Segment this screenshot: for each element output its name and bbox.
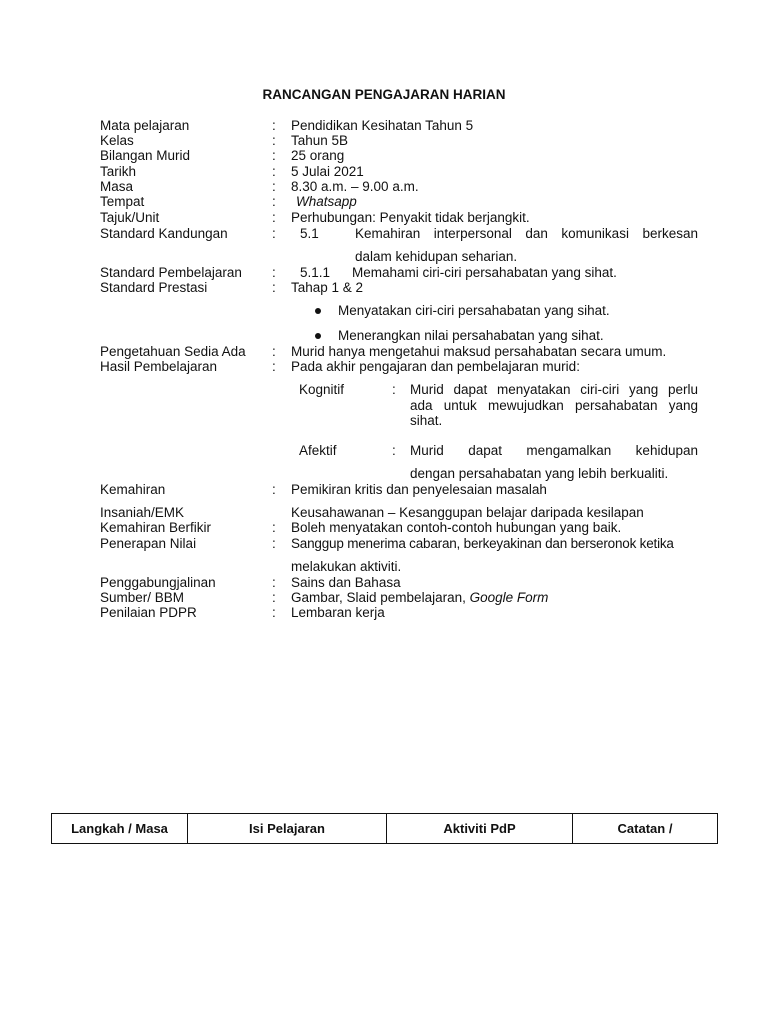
prestasi-bullet-1: Menyatakan ciri-ciri persahabatan yang sihat. (338, 303, 610, 318)
label-insaniah-emk: Insaniah/EMK (100, 505, 185, 520)
kognitif-line1: Murid dapat menyatakan ciri-ciri yang perlu (410, 382, 698, 397)
label-mata-pelajaran: Mata pelajaran (100, 118, 190, 133)
value-kemahiran-berfikir: Boleh menyatakan contoh-contoh hubungan yang baik. (291, 520, 622, 535)
table-header-row (52, 814, 718, 844)
kognitif-line2: ada untuk mewujudkan persahabatan yang (410, 398, 698, 413)
colon: : (272, 482, 276, 497)
page-title: RANCANGAN PENGAJARAN HARIAN (262, 87, 506, 102)
table-header-aktiviti-pdp: Aktiviti PdP (387, 814, 573, 844)
label-kemahiran: Kemahiran (100, 482, 166, 497)
standard-kandungan-code: 5.1 (300, 226, 319, 241)
colon: : (272, 194, 276, 209)
value-kemahiran: Pemikiran kritis dan penyelesaian masalah (291, 482, 547, 497)
label-penilaian-pdpr: Penilaian PDPR (100, 605, 197, 620)
label-bilangan-murid: Bilangan Murid (100, 148, 191, 163)
colon: : (272, 265, 276, 280)
value-penilaian-pdpr: Lembaran kerja (291, 605, 385, 620)
standard-pembelajaran-value: Memahami ciri-ciri persahabatan yang sihat. (352, 265, 617, 280)
value-standard-prestasi: Tahap 1 & 2 (291, 280, 364, 295)
label-hasil-pembelajaran: Hasil Pembelajaran (100, 359, 218, 374)
value-mata-pelajaran: Pendidikan Kesihatan Tahun 5 (291, 118, 474, 133)
value-hasil-pembelajaran: Pada akhir pengajaran dan pembelajaran murid: (291, 359, 580, 374)
value-bilangan-murid: 25 orang (291, 148, 345, 163)
afektif-line1: Murid dapat mengamalkan kehidupan (410, 443, 698, 458)
label-sumber-bbm: Sumber/ BBM (100, 590, 185, 605)
afektif-line2: dengan persahabatan yang lebih berkualiti. (410, 466, 669, 481)
label-kelas: Kelas (100, 133, 134, 148)
sumber-plain: Gambar, Slaid pembelajaran, (291, 590, 470, 605)
table-header-langkah-masa: Langkah / Masa (52, 814, 188, 844)
label-tajuk-unit: Tajuk/Unit (100, 210, 160, 225)
label-tarikh: Tarikh (100, 164, 137, 179)
label-standard-pembelajaran: Standard Pembelajaran (100, 265, 242, 280)
value-masa: 8.30 a.m. – 9.00 a.m. (291, 179, 419, 194)
colon: : (272, 359, 276, 374)
colon: : (272, 118, 276, 133)
table-header-isi-pelajaran: Isi Pelajaran (188, 814, 387, 844)
value-tajuk-unit: Perhubungan: Penyakit tidak berjangkit. (291, 210, 530, 225)
value-tempat: Whatsapp (296, 194, 357, 209)
colon: : (272, 520, 276, 535)
value-kelas: Tahun 5B (291, 133, 349, 148)
bullet-dot (315, 333, 321, 339)
colon: : (272, 280, 276, 295)
label-afektif: Afektif (299, 443, 337, 458)
label-kognitif: Kognitif (299, 382, 345, 397)
label-penerapan-nilai: Penerapan Nilai (100, 536, 197, 551)
colon: : (272, 210, 276, 225)
value-pengetahuan-sedia-ada: Murid hanya mengetahui maksud persahabatan secara umum. (291, 344, 667, 359)
label-standard-kandungan: Standard Kandungan (100, 226, 228, 241)
colon: : (272, 179, 276, 194)
colon: : (272, 344, 276, 359)
bullet-dot (315, 308, 321, 314)
label-kemahiran-berfikir: Kemahiran Berfikir (100, 520, 212, 535)
penerapan-nilai-line2: melakukan aktiviti. (291, 559, 402, 574)
value-sumber-bbm (291, 590, 548, 606)
colon: : (272, 590, 276, 605)
colon: : (392, 443, 396, 458)
label-penggabungjalinan: Penggabungjalinan (100, 575, 216, 590)
pdp-table (51, 813, 718, 844)
table-header-catatan: Catatan / (573, 814, 718, 844)
label-masa: Masa (100, 179, 134, 194)
colon: : (272, 536, 276, 551)
colon: : (272, 226, 276, 241)
label-pengetahuan-sedia-ada: Pengetahuan Sedia Ada (100, 344, 246, 359)
prestasi-bullet-2: Menerangkan nilai persahabatan yang sihat. (338, 328, 604, 343)
label-tempat: Tempat (100, 194, 145, 209)
value-tarikh: 5 Julai 2021 (291, 164, 364, 179)
colon: : (272, 605, 276, 620)
colon: : (272, 133, 276, 148)
colon: : (272, 575, 276, 590)
colon: : (272, 148, 276, 163)
standard-pembelajaran-code: 5.1.1 (300, 265, 331, 280)
standard-kandungan-line1: Kemahiran interpersonal dan komunikasi berkesan (355, 226, 698, 241)
value-insaniah-emk: Keusahawanan – Kesanggupan belajar daripada kesilapan (291, 505, 644, 520)
penerapan-nilai-line1: Sanggup menerima cabaran, berkeyakinan dan berseronok ketika (291, 536, 674, 551)
sumber-italic: Google Form (469, 590, 549, 605)
label-standard-prestasi: Standard Prestasi (100, 280, 208, 295)
kognitif-line3: sihat. (410, 413, 443, 428)
standard-kandungan-line2: dalam kehidupan seharian. (355, 249, 518, 264)
colon: : (272, 164, 276, 179)
value-penggabungjalinan: Sains dan Bahasa (291, 575, 401, 590)
colon: : (392, 382, 396, 397)
